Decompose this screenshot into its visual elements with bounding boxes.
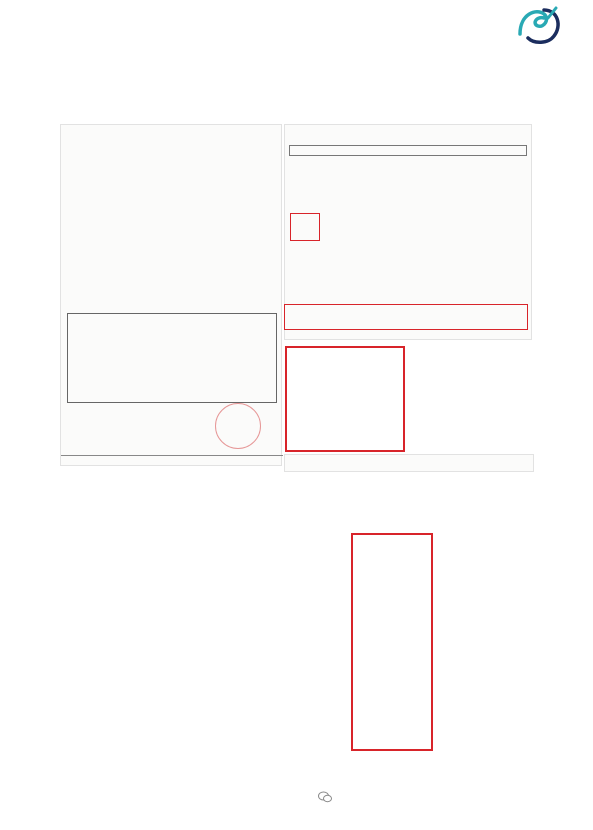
right-report-results-table (289, 145, 527, 156)
red-stamp-icon (215, 403, 261, 449)
filling-room-callout (285, 346, 405, 452)
wave-logo-icon (514, 4, 566, 48)
left-report-sections (67, 313, 277, 403)
results-column-highlight (351, 533, 433, 751)
wechat-watermark (318, 790, 335, 803)
right-report-caption (290, 146, 527, 156)
bottom-inspection-report (60, 475, 536, 825)
right-report-footer (284, 454, 534, 472)
location-highlight-box (290, 213, 320, 241)
sedimentation-bacteria-highlight (284, 304, 528, 330)
left-report-footer (61, 455, 283, 467)
wechat-icon (318, 791, 332, 803)
left-test-report (60, 124, 282, 466)
brand-logo (498, 4, 588, 84)
